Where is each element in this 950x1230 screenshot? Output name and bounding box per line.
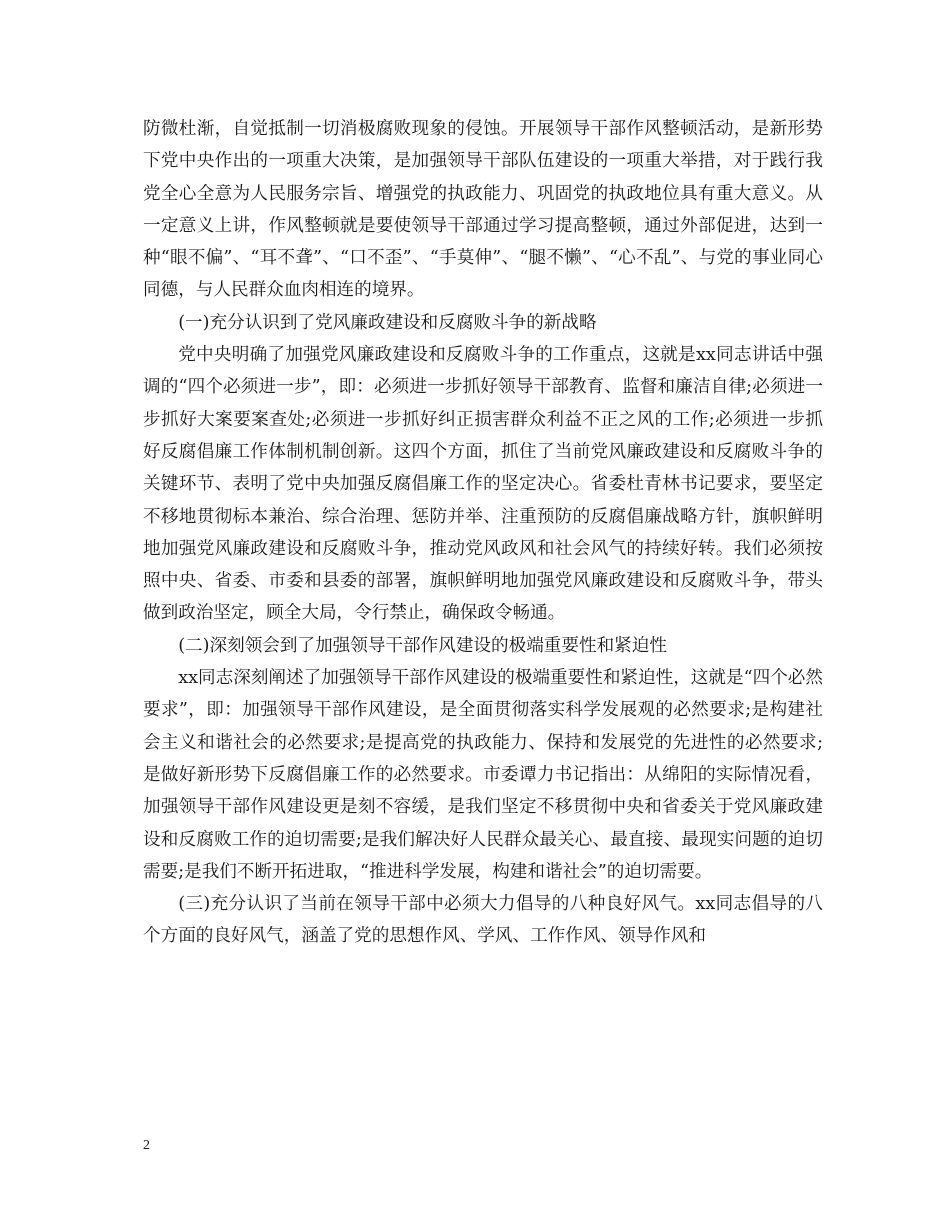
section-heading-1: (一)充分认识到了党风廉政建设和反腐败斗争的新战略: [178, 312, 597, 333]
paragraph-section-3: (三)充分认识了当前在领导干部中必须大力倡导的八种良好风气。xx同志倡导的八个方面的良好风气，涵盖了党的思想作风、学风、工作作风、领导作风和: [143, 894, 823, 947]
section-heading-2: (二)深刻领会到了加强领导干部作风建设的极端重要性和紧迫性: [178, 635, 667, 656]
page-number: 2: [143, 1138, 150, 1153]
paragraph-section-2: xx同志深刻阐述了加强领导干部作风建设的极端重要性和紧迫性，这就是“四个必然要求”，即：加强领导干部作风建设，是全面贯彻落实科学发展观的必然要求;是构建社会主义和谐社会的必然要求;是提高党的执政能力、保持和发展党的先进性的必然要求;是做好新形势下反腐倡廉工作的必然要求。市委谭力书记指出：从绵阳的实际情况看，加强领导干部作风建设更是刻不容缓，是我们坚定不移贯彻中央和省委关于党风廉政建设和反腐败工作的迫切需要;是我们解决好人民群众最关心、最直接、最现实问题的迫切需要;是我们不断开拓进取，“推进科学发展，构建和谐社会”的迫切需要。: [143, 668, 823, 882]
paragraph-intro: 防微杜渐，自觉抵制一切消极腐败现象的侵蚀。开展领导干部作风整顿活动，是新形势下党中央作出的一项重大决策，是加强领导干部队伍建设的一项重大举措，对于践行我党全心全意为人民服务宗旨、增强党的执政能力、巩固党的执政地位具有重大意义。从一定意义上讲，作风整顿就是要使领导干部通过学习提高整顿，通过外部促进，达到一种“眼不偏”、“耳不聋”、“口不歪”、“手莫伸”、“腿不懒”、“心不乱”、与党的事业同心同德，与人民群众血肉相连的境界。: [143, 119, 823, 301]
body-text: [143, 113, 823, 953]
paragraph-section-1: 党中央明确了加强党风廉政建设和反腐败斗争的工作重点，这就是xx同志讲话中强调的“四个必须进一步”，即：必须进一步抓好领导干部教育、监督和廉洁自律;必须进一步抓好大案要案查处;必须进一步抓好纠正损害群众利益不正之风的工作;必须进一步抓好反腐倡廉工作体制机制创新。这四个方面，抓住了当前党风廉政建设和反腐败斗争的关键环节、表明了党中央加强反腐倡廉工作的坚定决心。省委杜青林书记要求，要坚定不移地贯彻标本兼治、综合治理、惩防并举、注重预防的反腐倡廉战略方针，旗帜鲜明地加强党风廉政建设和反腐败斗争，推动党风政风和社会风气的持续好转。我们必须按照中央、省委、市委和县委的部署，旗帜鲜明地加强党风廉政建设和反腐败斗争，带头做到政治坚定，顾全大局，令行禁止，确保政令畅通。: [143, 345, 823, 624]
